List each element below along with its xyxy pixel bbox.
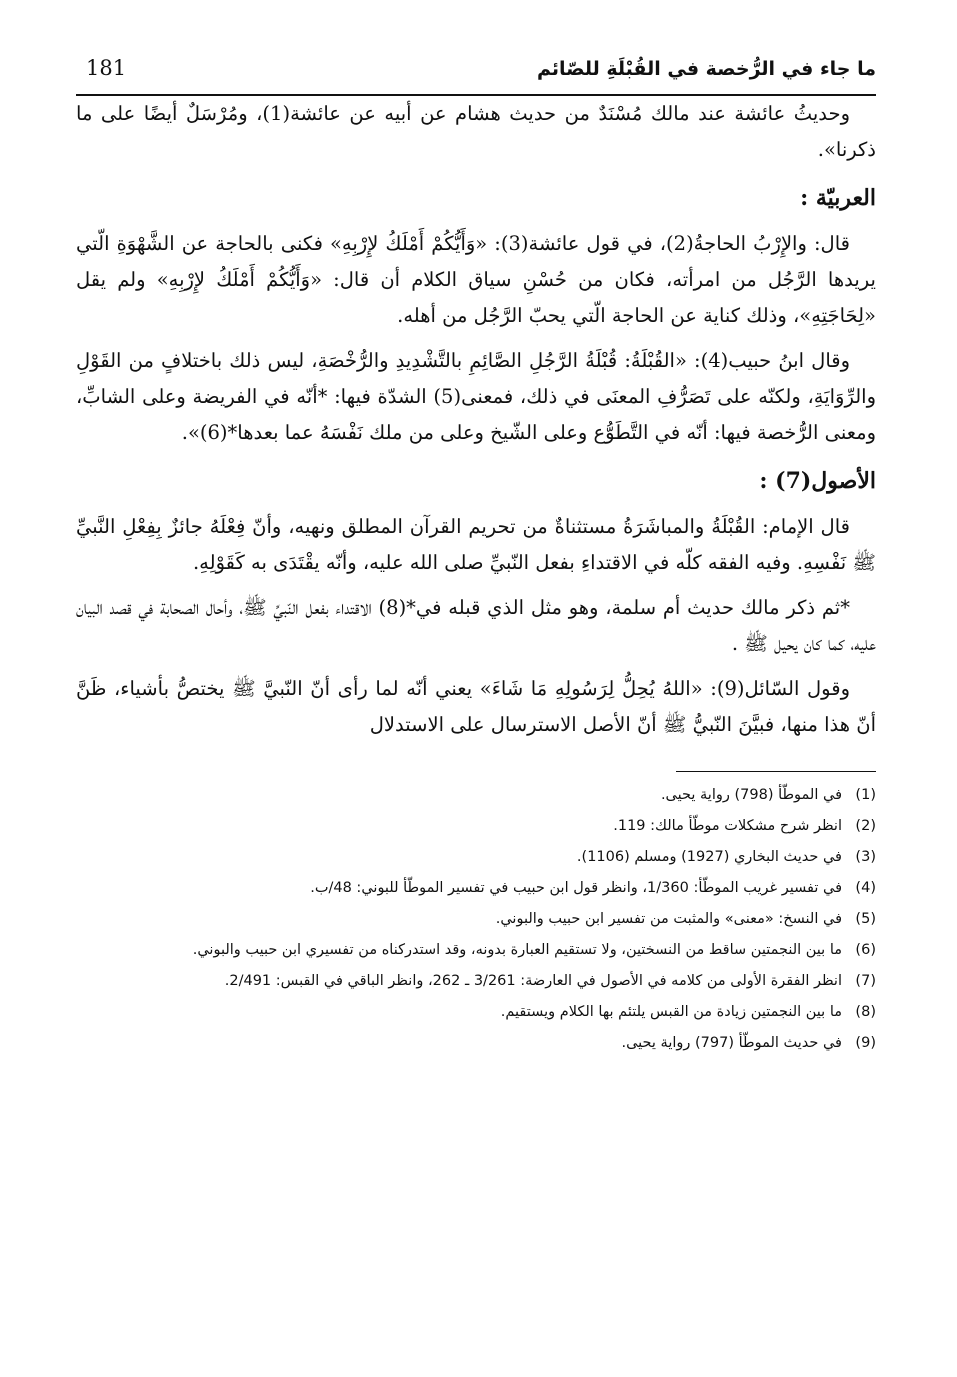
footnote-number: (2) (855, 818, 876, 834)
footnote-number: (5) (855, 911, 876, 927)
footnote-separator (676, 771, 876, 772)
footnote-text: في النسخ: «معنى» والمثبت من تفسير ابن حبيب والبوني. (495, 911, 842, 927)
page-number: 181 (86, 56, 127, 80)
footnote-text: انظر شرح مشكلات موطّأ مالك: 119. (613, 818, 842, 834)
footnote-text: في تفسير غريب الموطّأ: 1/360، وانظر قول ابن حبيب في تفسير الموطّأ للبوني: 48/ب. (310, 880, 842, 896)
page-header (76, 50, 876, 96)
footnote-item (76, 904, 876, 935)
footnote-text: ما بين النجمتين زيادة من القبس يلتئم بها الكلام ويستقيم. (500, 1004, 842, 1020)
footnote-number: (7) (855, 973, 876, 989)
book-page (76, 50, 876, 1340)
footnote-text: في حديث الموطّأ (797) رواية يحيى. (621, 1035, 842, 1051)
footnote-number: (4) (855, 880, 876, 896)
footnote-item (76, 1028, 876, 1059)
footnote-item (76, 811, 876, 842)
footnote-number: (1) (855, 787, 876, 803)
footnote-text: ما بين النجمتين ساقط من النسختين، ولا تستقيم العبارة بدونه، وقد استدركناه من تفسيري ابن حبيب والبوني. (192, 942, 842, 958)
footnote-item (76, 873, 876, 904)
paragraph-6: وقول السّائل(9): «اللهُ يُحِلُّ لِرَسُولِهِ مَا شَاءَ» يعني أنّه لما رأى أنّ النّبيَّ ﷺ يختصُّ بأشياء، ظَنَّ أنّ هذا منها، فبيَّنَ النّبيُّ ﷺ أنّ الأصل الاسترسال على الاستدلال (76, 677, 876, 736)
footnote-text: انظر الفقرة الأولى من كلامه في الأصول في العارضة: 3/261 ـ 262، وانظر الباقي في القبس: 2/491. (224, 973, 842, 989)
footnotes-list (76, 780, 876, 1059)
footnote-item (76, 780, 876, 811)
paragraph-2: قال: والإِرْبُ الحاجةُ(2)، في قول عائشة(3): «وَأَيُّكُمْ أَمْلَكُ لإِرْبِهِ» فكنى بالحاجة عن الشَّهْوَةِ الّتي يريدها الرَّجُل من امرأته، فكان من حُسْنِ سياق الكلام أن قال: «وَأَيُّكُمْ أَمْلَكُ لإِرْبِهِ» ولم يقل «لِحَاجَتِهِ»، وذلك كناية عن الحاجة الّتي يحبّ الرَّجُل من أهله. (76, 232, 876, 327)
footnote-text: في الموطّأ (798) رواية يحيى. (660, 787, 842, 803)
main-text (76, 96, 876, 743)
footnote-text: في حديث البخاري (1927) ومسلم (1106). (576, 849, 842, 865)
paragraph-5: *ثم ذكر مالك حديث أم سلمة، وهو مثل الذي قبله في*(8) الاقتداء بفعل النّبيِّ ﷺ، وأحال الصحابة في قصد البيان عليه، كما كان يحيل ﷺ . (76, 596, 876, 655)
footnote-number: (9) (855, 1035, 876, 1051)
paragraph-1: وحديثُ عائشة عند مالك مُسْنَدٌ من حديث هشام عن أبيه عن عائشة(1)، ومُرْسَلٌ أيضًا على ما ذكرنا». (76, 102, 876, 161)
footnote-item (76, 935, 876, 966)
footnote-item (76, 997, 876, 1028)
footnote-number: (3) (855, 849, 876, 865)
heading-usul: الأصول(7) : (759, 468, 876, 494)
footnote-number: (8) (855, 1004, 876, 1020)
paragraph-4: قال الإمام: القُبْلَةُ والمباشَرَةُ مستثناةٌ من تحريم القرآن المطلق ونهيه، وأنّ فِعْلَهُ جائزٌ بِفِعْلِ النَّبيِّ ﷺ نَفْسِهِ. وفيه الفقه كلّه في الاقتداءِ بفعل النّبيِّ صلى الله عليه، وأنّه يقْتَدَى به كَقَوْلِهِ. (76, 515, 876, 574)
heading-arabiya: العربيّة : (800, 185, 876, 211)
footnote-item (76, 966, 876, 997)
running-title: ما جاء في الرُّخصة في القُبْلَةِ للصّائم (537, 58, 876, 80)
footnote-item (76, 842, 876, 873)
paragraph-3: وقال ابنُ حبيب(4): «القُبْلَةُ: قُبْلَةُ الرَّجُلِ الصَّائِمِ بالتَّشْدِيدِ والرُّخْصَةِ، ليس ذلك باختلافٍ من القَوْلِ والرِّوَايَةِ، ولكنّه على تَصَرُّفِ المعنَى في ذلك، فمعنى(5) الشدّة فيها: *أنّه في الفريضة وعلى الشابِّ، ومعنى الرُّخصة فيها: أنّه في التَّطَوُّع وعلى الشّيخ وعلى من ملك نَفْسَهُ عما بعدها*(6)». (76, 349, 876, 444)
footnote-number: (6) (855, 942, 876, 958)
